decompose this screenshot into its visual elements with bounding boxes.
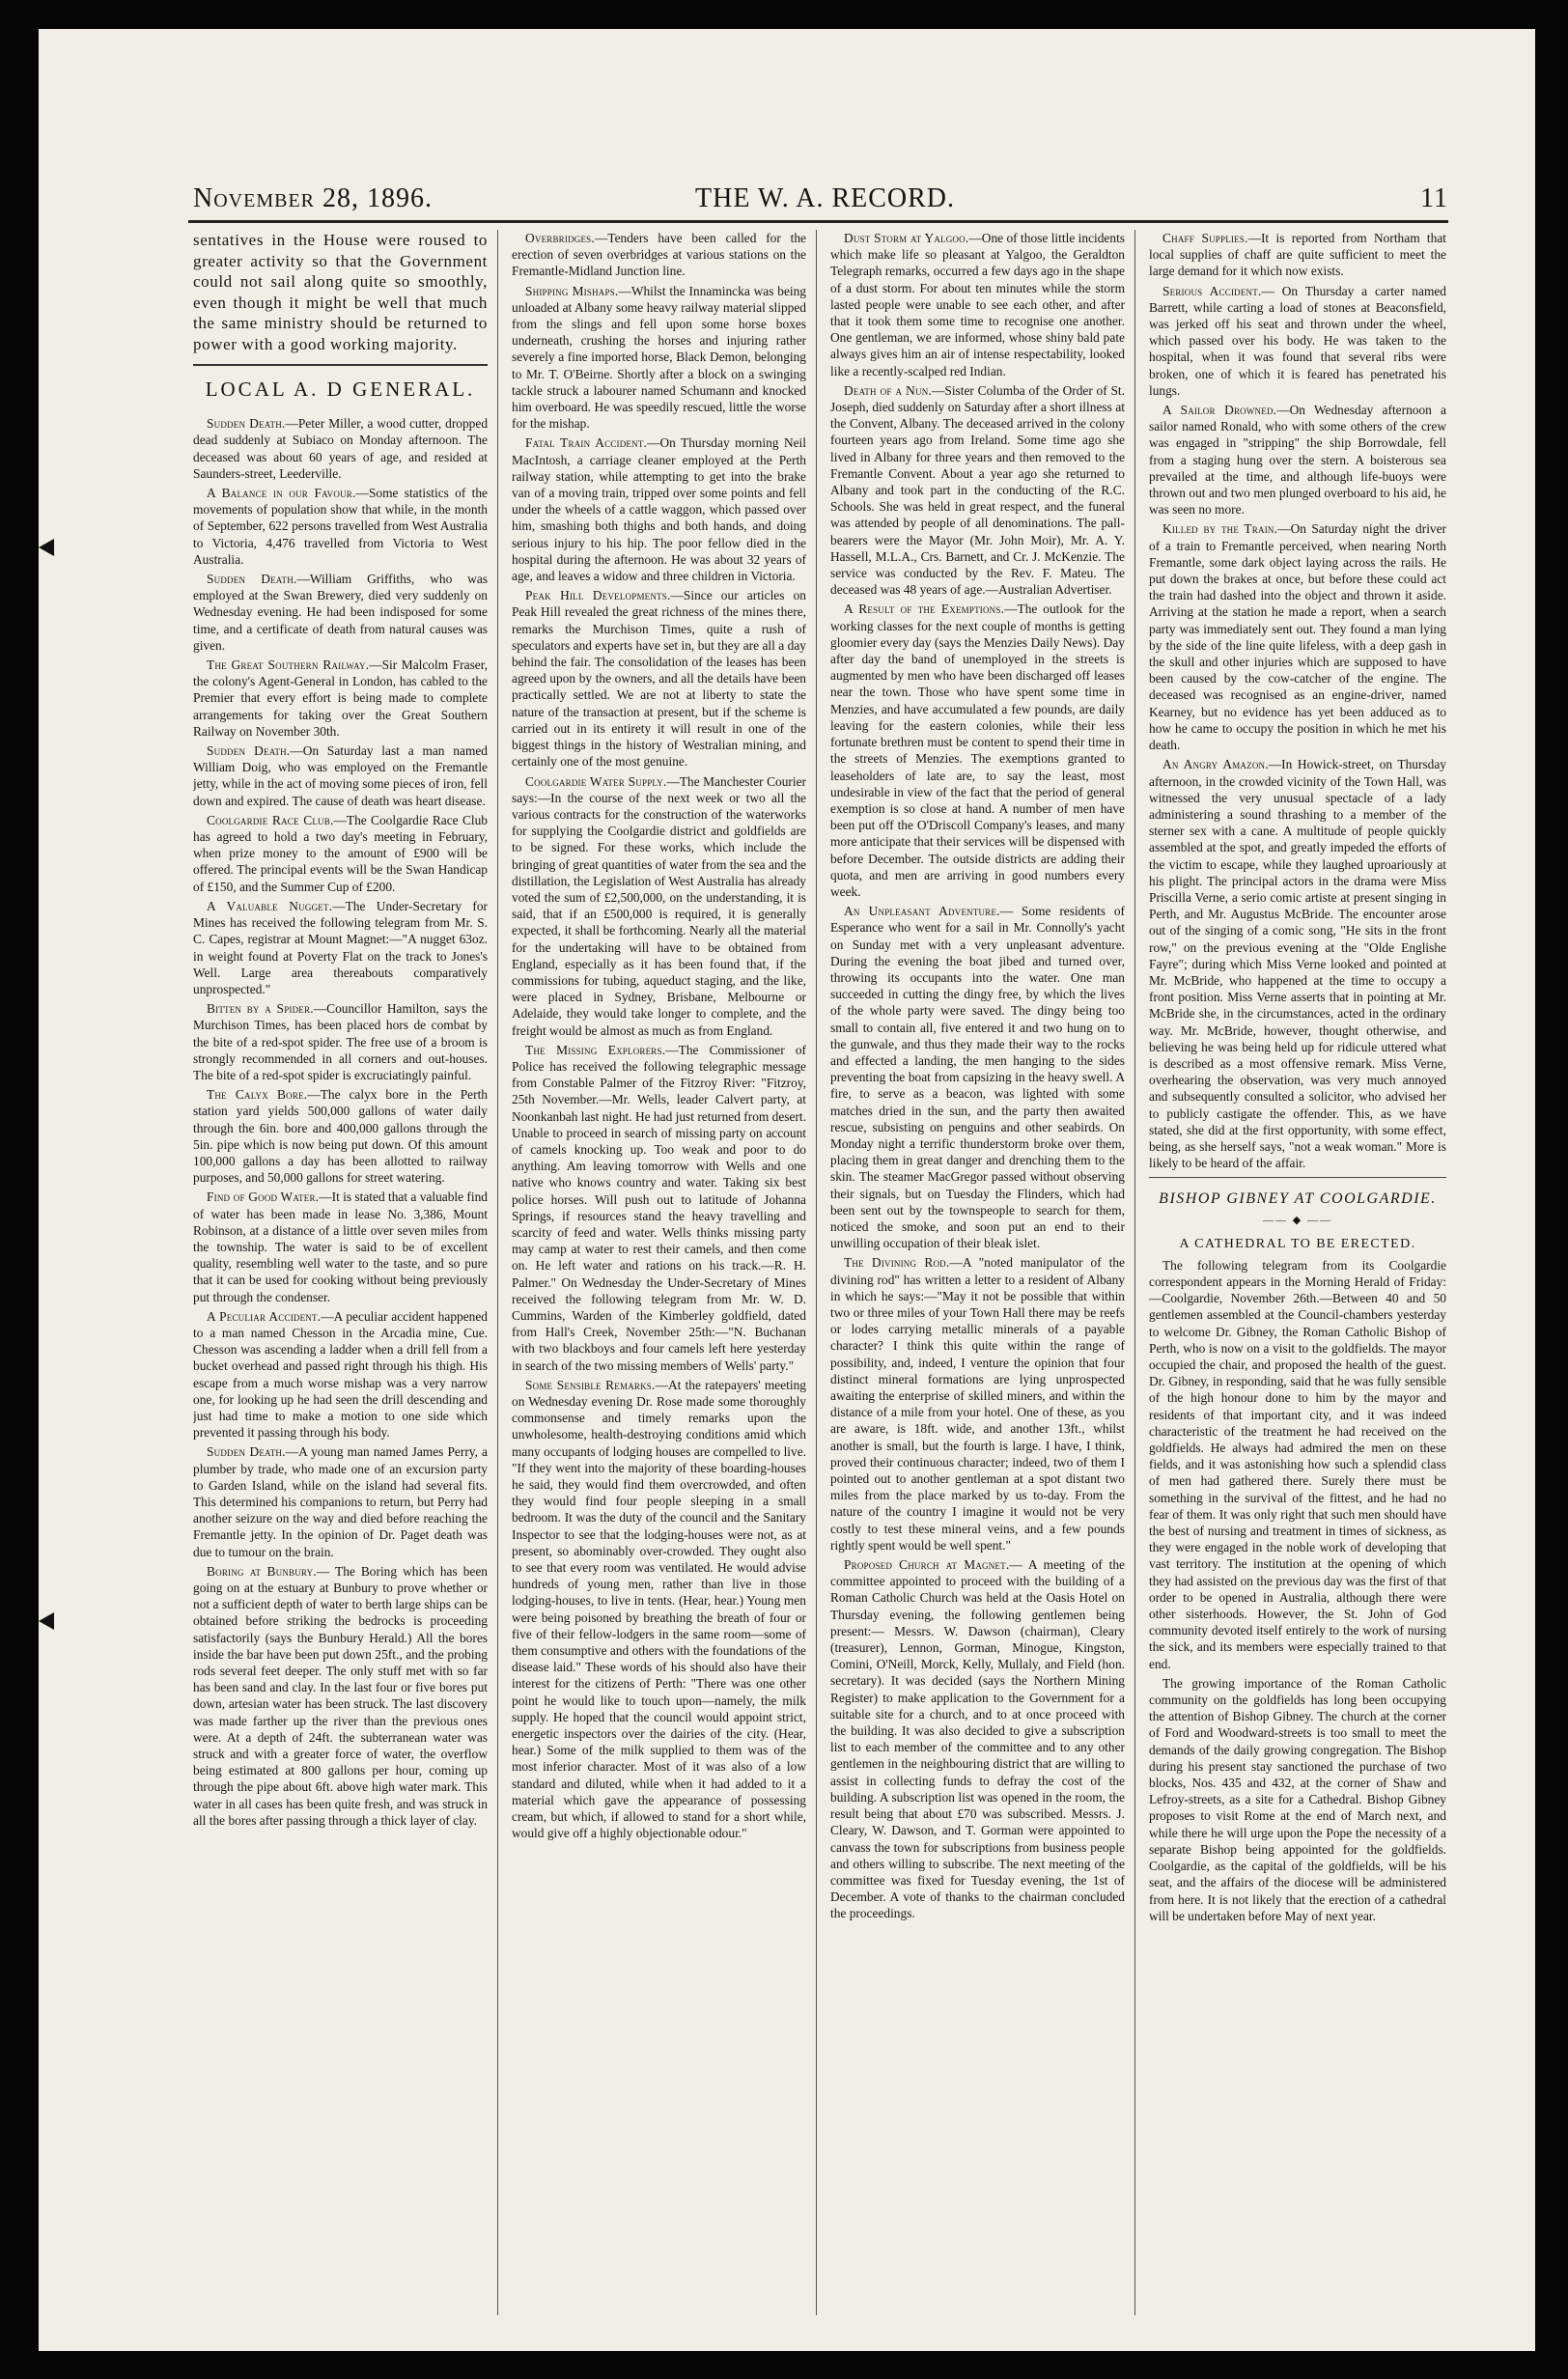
- page-header: [193, 183, 1448, 222]
- news-item: [193, 1443, 488, 1559]
- news-item: [193, 898, 488, 997]
- news-item: [193, 1000, 488, 1083]
- news-item: [830, 382, 1125, 599]
- news-item-heading: Some Sensible Remarks.: [525, 1377, 656, 1392]
- column-divider: [1134, 230, 1135, 2315]
- news-item-heading: Dust Storm at Yalgoo.: [844, 231, 969, 245]
- news-item-text: —A young man named James Perry, a plumber by trade, who made one of an excursion party to Garden Island, while on the island had several fits. This determined his companions to return, but Perry had another seizure on the way and died before reaching the Fremantle jetty. In the opinion of Dr. Paget death was due to tumour on the brain.: [193, 1444, 488, 1559]
- news-item: [193, 1563, 488, 1829]
- news-item-heading: A Result of the Exemptions.: [844, 602, 1005, 617]
- news-item: [1149, 520, 1446, 753]
- newspaper-page: [39, 29, 1535, 2351]
- header-rule: [188, 220, 1448, 223]
- column-divider: [497, 230, 498, 2315]
- news-item-text: —On Thursday morning Neil MacIntosh, a carriage cleaner employed at the Perth railway station, while attempting to get into the brake van of a moving train, tripped over some points and fell under the wheels of a cattle waggon, which passed over him, smashing both thighs and both hands, and doing serious injury to his hip. The poor fellow died in the hospital during the afternoon. He was about 32 years of age, and leaves a widow and three children in Victoria.: [512, 435, 806, 584]
- news-item-text: —Sir Malcolm Fraser, the colony's Agent-General in London, has cabled to the Premier that every effort is being made to complete arrangements for taking over the Great Southern Railway on November 30th.: [193, 658, 488, 739]
- news-item-heading: Overbridges.: [525, 231, 595, 245]
- news-item: [1149, 230, 1446, 280]
- column-1: [193, 230, 488, 2315]
- news-item-text: —The Manchester Courier says:—In the course of the next week or two all the various contracts for the construction of the waterworks for supplying the Coolgardie district and goldfields are to be signed. For these works, which include the bringing of great quantities of water from the sea and the distillation, the Legislation of West Australia has already voted the sum of £2,500,000, on the understanding, it is said, that if an £500,000 is required, it is generally expected, it shall be forthcoming. Nearly all the material for the undertaking will have to be obtained from England, especially as it has been found that, if the commissions for tubing, aqueduct staging, and the like, were placed in Sydney, Brisbane, Melbourne or Adelaide, they would take longer to complete, and the freight would be almost as much as from England.: [512, 773, 806, 1038]
- news-item-heading: Bitten by a Spider.: [207, 1001, 314, 1017]
- news-item-heading: A Valuable Nugget.: [207, 898, 333, 913]
- news-item-text: —The Commissioner of Police has received the following telegraphic message from Constable Palmer of the Fitzroy River: "Fitzroy, 25th November.—Mr. Wells, leader Calvert party, at Noonkanbah last night. He had just returned from desert. Unable to proceed in search of missing party on account of camels knocking up. Too weak and poor to do anything. Am leaving tomorrow with Wells and one native who knows country and water. Taking six best police horses. Will push out to latitude of Johanna Springs, if resources stand the heavy travelling and scarcity of feed and water. Wells thinks missing party may camp at water to rest their camels, and then come on. He left water and rations on his track.—R. H. Palmer." On Wednesday the Under-Secretary of Mines received the following telegram from Mr. W. D. Cummins, Warden of the Kimberley goldfield, dated from Hall's Creek, November 25th:—"N. Buchanan with two blackboys and four camels left here yesterday in search of the two missing members of Wells' party.": [512, 1042, 806, 1373]
- news-item-heading: Boring at Bunbury.: [207, 1563, 317, 1579]
- article-body: [1149, 1257, 1446, 1924]
- article-title: BISHOP GIBNEY AT COOLGARDIE.: [1159, 1190, 1437, 1208]
- news-items: [193, 415, 488, 1829]
- news-item-text: —Tenders have been called for the erection of seven overbridges at various stations on the Fremantle-Midland Junction line.: [512, 231, 806, 279]
- news-item-heading: A Peculiar Accident.: [207, 1308, 322, 1324]
- news-item-text: —On Saturday last a man named William Doig, who was employed on the Fremantle jetty, while in the act of moving some pieces of iron, fell down and expired. The cause of death was heart disease.: [193, 743, 488, 808]
- news-items: [1149, 230, 1446, 1171]
- ornament-divider: —— ◆ ——: [1263, 1215, 1332, 1227]
- news-item-text: —One of those little incidents which make life so pleasant at Yalgoo, the Geraldton Telegraph remarks, occurred a few days ago in the shape of a dust storm. For about ten minutes while the storm lasted people were unable to see each other, and after that it took them some time to recognise one another. One gentleman, we are informed, whose shiny bald pate always gives him an air of intense respectability, looked like a recently-scalped red Indian.: [830, 231, 1125, 378]
- news-items: [512, 230, 806, 1842]
- news-item: [830, 903, 1125, 1251]
- news-item-heading: Killed by the Train.: [1162, 521, 1278, 537]
- news-item-text: —A peculiar accident happened to a man named Chesson in the Arcadia mine, Cue. Chesson was ascending a ladder when a drill fell from a bucket overhead and passed right through his thigh. His escape from a much worse mishap was a very narrow one, for looking up he had seen the drill descending and just had time to make a motion to one side which prevented it passing through his body.: [193, 1308, 488, 1441]
- news-item: [193, 1189, 488, 1304]
- news-item-text: — Some residents of Esperance who went for a sail in Mr. Connolly's yacht on Sunday met with a very unpleasant adventure. During the evening the boat jibed and turned over, throwing its occupants into the water. One man succeeded in cutting the dingy free, by which the lives of the whole party were saved. The dingy being too small to contain all, five entered it and two hung on to the gunwale, and thus they made their way to the rocks and effected a landing, the men hanging to the sides preventing the boat from capsizing in the heavy swell. A fire, to serve as a beacon, was lighted with some matches dried in the sun, and the party then awaited rescue, subsisting on penguins and other seabirds. On Monday night a terrific thunderstorm broke over them, placing them in great danger and drenching them to the skin. The steamer MacGregor passed without observing their signals, but on Tuesday the Flinders, which had been sent out by the townspeople to search for them, noticed the smoke, and soon put an end to their unwilling occupation of their bleak islet.: [830, 904, 1125, 1251]
- news-item-heading: Sudden Death.: [207, 743, 291, 759]
- article-rule: [1149, 1177, 1446, 1178]
- news-item-heading: An Angry Amazon.: [1162, 757, 1269, 772]
- news-item: [512, 434, 806, 584]
- news-item: [1149, 283, 1446, 399]
- news-item-text: — A meeting of the committee appointed to proceed with the building of a Roman Catholic Church was held at the Oasis Hotel on Thursday evening, the following gentlemen being present:— Messrs. W. Dawson (chairman), Cleary (treasurer), Lennon, Gorman, Minogue, Kingston, Comini, O'Neill, Morck, Kelly, Mullaly, and Field (hon. secretary). It was decided (says the Northern Mining Register) to make application to the Government for a suitable site for a church, and to at once proceed with the building. It was also decided to give a subscription list to each member of the committee and to any other gentlemen in the neighbouring district that are willing to assist in collecting funds to defray the cost of the building. A subscription list was opened in the room, the result being that about £70 was subscribed. Messrs. J. Cleary, W. Dawson, and T. Gorman were appointed to canvass the town for subscriptions from business people and others willing to subscribe. The next meeting of the committee was fixed for Tuesday evening, the 1st of December. A vote of thanks to the chairman concluded the proceedings.: [830, 1557, 1125, 1921]
- news-item-heading: Find of Good Water.: [207, 1190, 320, 1205]
- news-item: [193, 657, 488, 740]
- news-item: [193, 812, 488, 895]
- news-item-text: —A "noted manipulator of the divining rod" has written a letter to a resident of Albany in which he says:—"May it not be possible that within two or three miles of your Town Hall there may be reefs or lodes carrying metallic minerals of a payable character? I think this quite within the range of possibility, and, indeed, I venture the opinion that four distinct mineral formations are lying unprospected awaiting the enterprise of skilled miners, and within the distance of a mile from your hotel. One of these, as you are aware, is 18ft. wide, and another 13ft., whilst another is small, but the fourth is large. I have, I think, proved their continuous character; indeed, two of them I pointed out to another gentleman at a spot distant two miles from the place marked by us to-day. From the nature of the country I imagine it would not be very costly to test these mineral veins, and a few pounds rightly spent would be well spent.": [830, 1255, 1125, 1553]
- news-item-text: —On Wednesday afternoon a sailor named Ronald, who with some others of the crew was engaged in "stripping" the ship Borrowdale, fell from a staging hung over the stern. A boisterous sea prevailed at the time, and although life-buoys were thrown out and two men plunged overboard to his aid, he was seen no more.: [1149, 403, 1446, 518]
- news-item: [193, 485, 488, 568]
- news-item: [193, 1086, 488, 1186]
- news-item-heading: Coolgardie Race Club.: [207, 812, 334, 827]
- news-item-heading: A Sailor Drowned.: [1162, 403, 1277, 418]
- masthead-title: THE W. A. RECORD.: [695, 183, 956, 213]
- news-item: [1149, 756, 1446, 1171]
- news-item-text: —At the ratepayers' meeting on Wednesday evening Dr. Rose made some thoroughly commonsense and timely remarks upon the unwholesome, health-destroying conditions amid which many occupants of lodging houses are compelled to live. "If they went into the majority of these boarding-houses he said, they would find them overcrowded, and often they would find four people sleeping in a small bedroom. It was the duty of the council and the Sanitary Inspector to see that the lodging-houses were not, as at present, so abominably over-crowded. They ought also to see that every room was ventilated. He would advise hundreds of young men, rather than live in those lodging-houses, to live in tents. (Hear, hear.) Young men were being poisoned by breathing the breath of four or five of their fellow-lodgers in the same room—some of them consumptive and others with the foundations of the disease laid." These words of his should also have their interest for the citizens of Perth: "There was one other point he would like to touch upon—namely, the milk supply. He hoped that the council would appoint strict, energetic inspectors over the dairies of the city. (Hear, hear.) Some of the milk supplied to them was of the most inferior character. Most of it was also of a low standard and diluted, while when it had added to it a material which gave the appearance of possessing cream, but which, if allowed to stand for a short while, would give off a highly objectionable odour.": [512, 1377, 806, 1841]
- news-item: [512, 773, 806, 1039]
- lead-paragraph: sentatives in the House were roused to greater activity so that the Government could not sail along quite so smoothly, even though it might be well that much the same ministry should be returned to power with a good working majority.: [193, 231, 488, 353]
- section-rule: [193, 364, 488, 366]
- news-item-heading: Serious Accident.: [1162, 283, 1262, 298]
- news-items: [830, 230, 1125, 1922]
- news-item-text: — The Boring which has been going on at the estuary at Bunbury to prove whether or not a sufficient depth of water to berth large ships can be obtained before striking the bedrocks is proceeding satisfactorily (says the Bunbury Herald.) All the bores inside the bar have been put down 25ft., and the probing rods several feet deeper. The only stuff met with so far has been sand and clay. In the last four or five bores put down, artesian water has been struck. The last discovery was made farther up the river than the previous ones were. At a depth of 24ft. the subterranean water was struck and with a greater force of water, the overflow being estimated at 800 gallons per hour, coming up through the pipe about 6ft. above high water mark. This water in all cases has been quite fresh, and was struck in all the bores after passing through a thick layer of clay.: [193, 1563, 488, 1828]
- news-item-text: —William Griffiths, who was employed at the Swan Brewery, died very suddenly on Wednesday evening. He had been indisposed for some time, and a certificate of death from natural causes was given.: [193, 572, 488, 653]
- news-item-heading: Shipping Mishaps.: [525, 283, 619, 298]
- news-item-text: — On Thursday a carter named Barrett, while carting a load of stones at Beaconsfield, was jerked off his seat and thrown under the wheel, which passed over his body. He was taken to the hospital, when it was found that several ribs were broken, one of which it is feared has penetrated his lungs.: [1149, 283, 1446, 398]
- article-paragraph: The following telegram from its Coolgardie correspondent appears in the Morning Herald of Friday:—Coolgardie, November 26th.—Between 40 and 50 gentlemen assembled at the Council-chambers yesterday to welcome Dr. Gibney, the Roman Catholic Bishop of Perth, who is now on a visit to the goldfields. The mayor occupied the chair, and proposed the health of the guest. Dr. Gibney, in responding, said that he was fully sensible of the high honour done to him by the mayor and residents of that important city, and it was indeed characteristic of the treatment he had received on the goldfields. He always had admired the men on these fields, and it was astonishing how such a splendid class of men had gathered there. Surely there must be something in the survival of the fittest, and he had no fear of them. It was only right that such men should have the best of nursing and treatment in times of sickness, as they were engaged in the noble work of developing that vast territory. The institution at the opening of which they had assisted on the previous day was the first of that order to be opened in Australia, although there were other sisterhoods. However, the St. John of God community devoted itself entirely to the work of nursing the sick, and its members were especially trained to that end.: [1149, 1257, 1446, 1671]
- page-number: 11: [1420, 183, 1448, 213]
- news-item-text: —It is reported from Northam that local supplies of chaff are quite sufficient to meet the large demand for it which now exists.: [1149, 231, 1446, 279]
- news-item: [512, 283, 806, 433]
- news-item-heading: The Missing Explorers.: [525, 1042, 666, 1057]
- news-item: [512, 1042, 806, 1374]
- news-item: [830, 1254, 1125, 1553]
- news-item-heading: An Unpleasant Adventure.: [844, 904, 1000, 919]
- news-item-heading: The Calyx Bore.: [207, 1087, 308, 1103]
- news-item: [830, 1556, 1125, 1921]
- news-item-text: —In Howick-street, on Thursday afternoon, in the crowded vicinity of the Town Hall, was witnessed the very unusual spectacle of a lady administering a sound thrashing to a member of the sterner sex with a cane. A multitude of people quickly assembled at the spot, and greatly impeded the efforts of the victim to escape, while they laughed uproariously at his plight. The principal actors in the drama were Miss Priscilla Verne, a serio comic artiste at present singing in Perth, and Mr. Augustus McBride. The encounter arose out of the singing of a comic song, "He sits in the front row," on the previous evening at the "Olde Englishe Fayre"; during which Miss Verne looked and pointed at Mr. McBride, who happened at the time to occupy a front position. Miss Verne asserts that in pointing at Mr. McBride she, in the circumstances, acted in the ordinary way. Mr. McBride, however, thought otherwise, and believing he was being held up for ridicule uttered what is described as a most offensive remark. Miss Verne, overhearing the observation, was very much annoyed and subsequently consulted a solicitor, who advised her to publicly castigate the offender. This, as we have stated, she did at the first opportunity, with some effect, being, as she herself says, "not a weak woman." More is likely to be heard of the affair.: [1149, 757, 1446, 1171]
- news-item-text: —Peter Miller, a wood cutter, dropped dead suddenly at Subiaco on Monday afternoon. The deceased was about 60 years of age, and resided at Saunders-street, Leederville.: [193, 416, 488, 481]
- news-item: [830, 230, 1125, 379]
- news-item-heading: Sudden Death.: [207, 416, 286, 432]
- news-item-text: —It is stated that a valuable find of water has been made in lease No. 3,386, Mount Robinson, at a distance of a little over seven miles from the township. The water is said to be of excellent quality, resembling well water to the taste, and so pure that it can be used for cooking without being previously put through the condenser.: [193, 1190, 488, 1304]
- news-item: [512, 587, 806, 770]
- news-item-text: —The calyx bore in the Perth station yard yields 500,000 gallons of water daily through the 6in. bore and 400,000 gallons through the 5in. pipe which is now being put down. Of this amount 100,000 gallons a day has been allotted to railway purposes, and 50,000 gallons for street watering.: [193, 1087, 488, 1186]
- column-4: [1149, 230, 1446, 2315]
- news-item-text: —Some statistics of the movements of population show that while, in the month of September, 622 persons travelled from West Australia to Victoria, 4,476 travelled from Victoria to West Australia.: [193, 486, 488, 567]
- news-item-text: —Councillor Hamilton, says the Murchison Times, has been placed hors de combat by the bite of a red-spot spider. The free use of a broom is strongly recommended in all corners and out-houses. The bite of a red-spot spider is excruciatingly painful.: [193, 1001, 488, 1082]
- news-item-text: —On Saturday night the driver of a train to Fremantle perceived, when nearing North Fremantle, some dark object laying across the rails. He put down the brakes at once, but before these could act the train had dashed into the object and thrown it aside. Arriving at the station he made a report, when a search party was immediately sent out. They found a man lying by the side of the line quite lifeless, with a deep gash in the skull and other injuries which are supposed to have been caused by the cow-catcher of the engine. The deceased was recognised as an engine-driver, named Kearney, but no evidence has yet been adduced as to how he came to occupy the position in which he met his death.: [1149, 521, 1446, 753]
- news-item-text: —Since our articles on Peak Hill revealed the great richness of the mines there, remarks the Murchison Times, quite a rush of speculators and experts have set in, but they are all a day behind the fair. The consolidation of the leases has been agreed upon by the owners, and all the details have been practically settled. We are not at liberty to state the nature of the transaction at present, but if the scheme is carried out in its entirety it will result in one of the biggest things in the history of Westralian mining, and certainly one of the most genuine.: [512, 588, 806, 770]
- article-subtitle: A CATHEDRAL TO BE ERECTED.: [1179, 1236, 1416, 1251]
- news-item: [193, 742, 488, 809]
- issue-date: November 28, 1896.: [193, 183, 434, 213]
- news-item-text: —The outlook for the working classes for the next couple of months is getting gloomier every day (says the Menzies Daily News). Day after day the band of unemployed in the streets is augmented by men who have been discharged off leases near the town. Those who have spent some time in Menzies, and have accumulated a few pounds, are daily leaving for the eastern colonies, while their less fortunate brethren must be content to spend their time in the streets of Menzies. The exemptions granted to leaseholders of late are, to say the least, most undesirable in view of the fact that the period of general exemption is so close at hand. A number of men have been put off the O'Driscoll Company's leases, and many more anticipate that their services will be dispensed with before December. The outside districts are adding their quota, and men are arriving in good numbers every week.: [830, 602, 1125, 899]
- news-item-heading: Chaff Supplies.: [1162, 231, 1248, 245]
- news-item-heading: The Divining Rod.: [844, 1255, 950, 1271]
- news-item: [193, 415, 488, 482]
- news-item-heading: A Balance in our Favour.: [207, 486, 356, 501]
- news-item-heading: Sudden Death.: [207, 1444, 286, 1460]
- news-item-text: —The Under-Secretary for Mines has received the following telegram from Mr. S. C. Capes, registrar at Mount Magnet:—"A nugget 63oz. in weight found at Poverty Flat on the track to Jones's Well. Large area thereabouts comparatively unprospected.": [193, 898, 488, 996]
- news-item: [1149, 402, 1446, 518]
- news-item: [512, 230, 806, 280]
- news-item: [512, 1377, 806, 1842]
- news-item-text: —The Coolgardie Race Club has agreed to hold a two day's meeting in February, when prize money to the amount of £900 will be offered. The principal events will be the Swan Handicap of £150, and the Summer Cup of £200.: [193, 812, 488, 894]
- left-pointer-1: [39, 539, 54, 556]
- article-paragraph: The growing importance of the Roman Catholic community on the goldfields has long been occupying the attention of Bishop Gibney. The church at the corner of Ford and Woodward-streets is too small to meet the demands of the daily growing congregation. The Bishop during his present stay sanctioned the purchase of two blocks, Nos. 435 and 432, at the corner of Shaw and Lefroy-streets, as a site for a Cathedral. Bishop Gibney proposes to visit Rome at the end of March next, and while there he will urge upon the Pope the necessity of a separate Bishop being appointed for the goldfields. Coolgardie, as the capital of the goldfields, will be his seat, and the affairs of the diocese will be administered from here. It is not likely that the erection of a cathedral will be undertaken before May of next year.: [1149, 1675, 1446, 1923]
- column-2: [512, 230, 806, 2315]
- column-3: [830, 230, 1125, 2315]
- news-item-heading: Coolgardie Water Supply.: [525, 773, 667, 789]
- news-item-heading: The Great Southern Railway.: [207, 658, 370, 673]
- news-item-heading: Fatal Train Accident.: [525, 435, 648, 451]
- news-item: [193, 571, 488, 654]
- news-item-text: —Whilst the Innamincka was being unloaded at Albany some heavy railway material slipped from the slings and fell upon some horse boxes underneath, crushing the horses and injuring rather severely a fine imported horse, Black Demon, belonging to Mr. T. O'Beirne. Shortly after a block on a swinging tackle struck a labourer named Schumann and knocked him overboard. He was speedily rescued, little the worse for the mishap.: [512, 283, 806, 432]
- news-item-text: —Sister Columba of the Order of St. Joseph, died suddenly on Saturday after a short illness at the Convent, Albany. The deceased arrived in the colony fourteen years ago from Ireland. Some time ago she lived in Albany for three years and then removed to the Fremantle Convent. About a year ago she returned to Albany and took part in the conducting of the R.C. Schools. She was held in great respect, and the funeral was attended by people of all denominations. The pall-bearers were the Mayor (Mr. John Moir), Mr. A. Y. Hassell, M.L.A., Crs. Barnett, and Cr. J. McKenzie. The service was conducted by the Rev. F. Mateu. The deceased was 48 years of age.—Australian Advertiser.: [830, 382, 1125, 598]
- news-item-heading: Proposed Church at Magnet.: [844, 1557, 1010, 1573]
- left-pointer-2: [39, 1612, 54, 1630]
- news-item: [193, 1308, 488, 1441]
- news-item-heading: Peak Hill Developments.: [525, 588, 671, 603]
- news-item-heading: Sudden Death.: [207, 572, 297, 587]
- section-title: LOCAL A. D GENERAL.: [205, 378, 476, 401]
- column-divider: [816, 230, 817, 2315]
- news-item-heading: Death of a Nun.: [844, 382, 932, 398]
- news-item: [830, 601, 1125, 900]
